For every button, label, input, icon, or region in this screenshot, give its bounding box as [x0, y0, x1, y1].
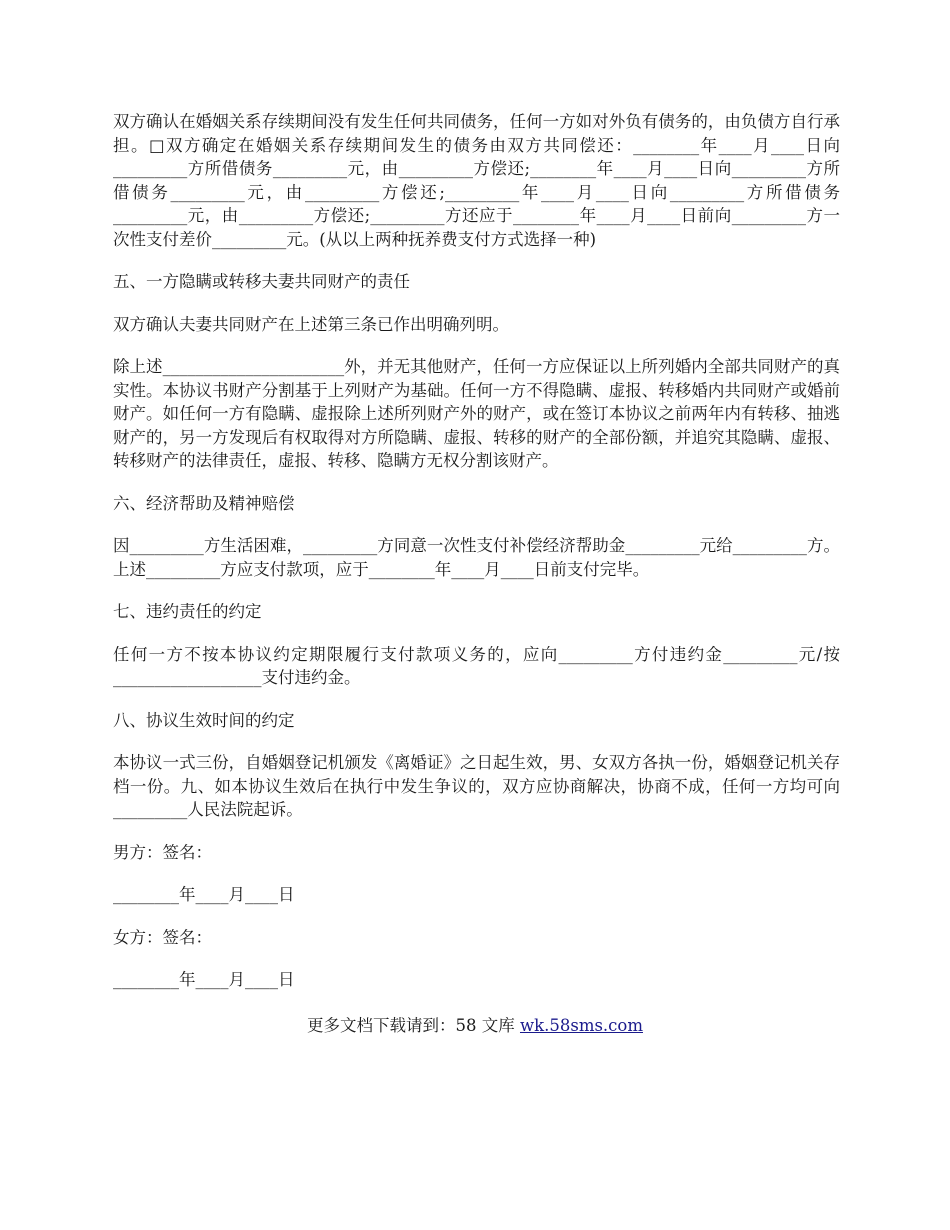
male-signature-label: 男方：签名： — [113, 842, 212, 862]
female-signature-label: 女方：签名： — [113, 927, 212, 947]
footer — [0, 1012, 950, 1036]
debt-paragraph: 双方确认在婚姻关系存续期间没有发生任何共同债务，任何一方如对外负有债务的，由负债方自行承担。□双方确定在婚姻关系存续期间发生的债务由双方共同偿还：________年____月____日向_________方所借债务_________元，由_________方偿还;________年____月____日向_________方所借债务_________元，由_________方偿还;_________年____月____日向_________方所借债务_________元，由_________方偿还;_________方还应于________年____月____日前向_________方一次性支付差价_________元。(从以上两种抚养费支付方式选择一种) — [113, 112, 840, 249]
footer-text: 更多文档下载请到：58 文库 — [306, 1016, 520, 1035]
section-heading-8: 八、协议生效时间的约定 — [113, 710, 295, 730]
section-heading-6: 六、经济帮助及精神赔偿 — [113, 493, 295, 513]
property-responsibility-paragraph: 除上述______________________外，并无其他财产，任何一方应保证以上所列婚内全部共同财产的真实性。本协议书财产分割基于上列财产为基础。任何一方不得隐瞒、虚报、转移婚内共同财产或婚前财产。如任何一方有隐瞒、虚报除上述所列财产外的财产，或在签订本协议之前两年内有转移、抽逃财产的，另一方发现后有权取得对方所隐瞒、虚报、转移的财产的全部份额，并追究其隐瞒、虚报、转移财产的法律责任，虚报、转移、隐瞒方无权分割该财产。 — [113, 357, 840, 470]
footer-link[interactable]: wk.58sms.com — [519, 1016, 643, 1035]
female-signature-date: ________年____月____日 — [113, 970, 295, 989]
document-body — [113, 110, 840, 1011]
effective-paragraph: 本协议一式三份，自婚姻登记机颁发《离婚证》之日起生效，男、女双方各执一份，婚姻登记机关存档一份。九、如本协议生效后在执行中发生争议的，双方应协商解决，协商不成，任何一方均可向_________人民法院起诉。 — [113, 753, 840, 819]
section-heading-5: 五、一方隐瞒或转移夫妻共同财产的责任 — [113, 272, 410, 291]
male-signature-date: ________年____月____日 — [113, 885, 295, 904]
property-confirm-paragraph: 双方确认夫妻共同财产在上述第三条已作出明确列明。 — [113, 314, 509, 334]
section-heading-7: 七、违约责任的约定 — [113, 602, 262, 621]
breach-paragraph: 任何一方不按本协议约定期限履行支付款项义务的，应向_________方付违约金_________元/按__________________支付违约金。 — [113, 644, 840, 687]
economic-help-paragraph: 因_________方生活困难，_________方同意一次性支付补偿经济帮助金_________元给_________方。上述_________方应支付款项，应于________年____月____日前支付完毕。 — [113, 536, 840, 579]
